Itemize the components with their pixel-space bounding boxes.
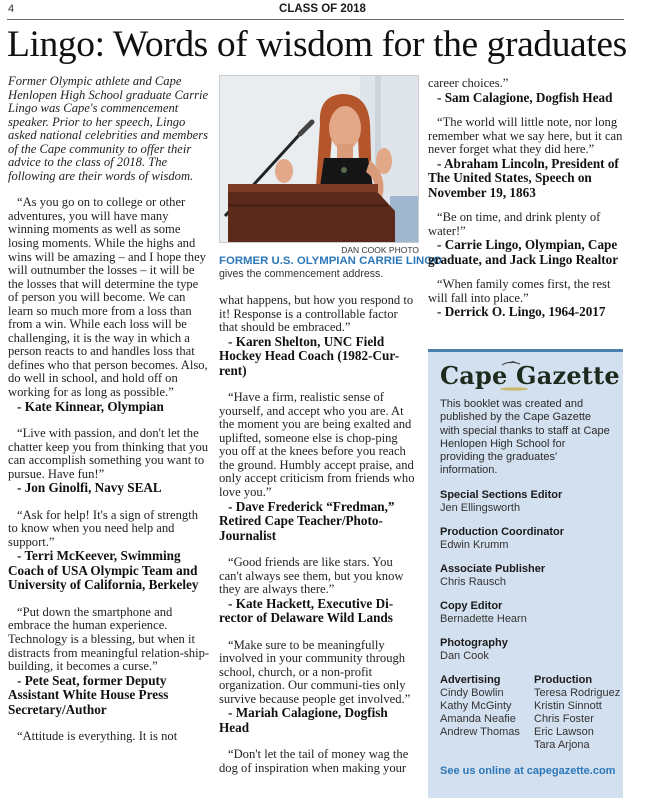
quote-text-continued: career choices.” xyxy=(428,76,509,90)
headline: Lingo: Words of wisdom for the graduates xyxy=(7,24,627,65)
role-title: Production Coordinator xyxy=(440,525,565,538)
cape-gazette-logo xyxy=(440,361,620,391)
section-title: CLASS OF 2018 xyxy=(279,3,366,15)
quote-text: “Make sure to be meaningfully involved in your community through school, church, or a non-profit organization. Our communi-ties only survive because people get involved.” xyxy=(219,637,411,706)
advertising-name: Amanda Neafie xyxy=(440,712,516,725)
staff-role xyxy=(440,526,612,552)
quote-text: “Good friends are like stars. You can't always see them, but you know they are always there.” xyxy=(219,555,404,597)
quote-text: “Don't let the tail of money wag the dog of inspiration when making your xyxy=(219,747,409,775)
quote-attribution: - Kate Kinnear, Olympian xyxy=(17,398,164,414)
role-title: Copy Editor xyxy=(440,599,503,612)
quote-attribution: - Abraham Lincoln, President of The United States, Speech on November 19, 1863 xyxy=(428,155,619,200)
quote-attribution: - Jon Ginolfi, Navy SEAL xyxy=(17,480,162,496)
quote-text: “Ask for help! It's a sign of strength to know when you need help and support.” xyxy=(8,507,198,549)
production-label: Production xyxy=(534,673,593,686)
production-name: Teresa Rodriguez xyxy=(534,686,621,699)
quote-attribution: - Terri McKeever, Swimming Coach of USA Olympic Team and University of California, Berkeley xyxy=(8,548,199,593)
quote-text: “As you go on to college or other adventures, you will have many winning moments as well as some losing moments. While the highs and wins will be amazing – and I hope they will outnumber the losses – it will be the losses that will determine the type of person you will become. We can learn so much more from a loss than from a win. While each loss will be challenging, it is the way in which a person reacts to and handles loss that defines who that person becomes. Also, do well in school, and hold off on working for as long as possible.” xyxy=(8,195,208,400)
advertising-name: Andrew Thomas xyxy=(440,725,520,738)
header-rule xyxy=(7,19,624,20)
photo-caption-head: FORMER U.S. OLYMPIAN CARRIE LINGO xyxy=(219,255,442,267)
column-1 xyxy=(8,75,210,744)
quote-attribution: - Dave Frederick “Fredman,” Retired Cape Teacher/Photo-Journalist xyxy=(219,498,395,543)
quote-attribution: - Pete Seat, former Deputy Assistant White House Press Secretary/Author xyxy=(8,672,169,717)
speaker-photo-image xyxy=(220,76,419,243)
speaker-photo xyxy=(219,75,419,243)
quote-attribution: - Derrick O. Lingo, 1964-2017 xyxy=(437,304,606,320)
quote-text: “Put down the smartphone and embrace the human experience. Technology is a blessing, but when it distracts from meaningful relation-ship-building, it becomes a curse.” xyxy=(8,604,210,674)
production-name: Kristin Sinnott xyxy=(534,699,602,712)
role-name: Bernadette Hearn xyxy=(440,612,527,625)
advertising-name: Cindy Bowlin xyxy=(440,686,504,699)
website-link[interactable]: See us online at capegazette.com xyxy=(440,764,616,777)
quote-attribution: - Mariah Calagione, Dogfish Head xyxy=(219,705,388,735)
role-title: Associate Publisher xyxy=(440,562,546,575)
staff-role xyxy=(440,600,612,626)
quote-attribution: - Carrie Lingo, Olympian, Cape graduate, and Jack Lingo Realtor xyxy=(428,237,619,267)
booklet-description: This booklet was created and published by the Cape Gazette with special thanks to staff at Cape Henlopen High School for providing the graduates' information. xyxy=(440,398,610,477)
staff-columns xyxy=(440,673,621,752)
production-name: Chris Foster xyxy=(534,712,594,725)
quote-text-continued: “Attitude is everything. It is not xyxy=(17,729,178,744)
intro-paragraph: Former Olympic athlete and Cape Henlopen High School graduate Carrie Lingo was Cape's commencement speaker. Prior to her speech, Lingo asked national celebrities and members of the Cape community to offer their advice to the class of 2018. The following are their words of wisdom. xyxy=(8,74,209,183)
advertising-name: Kathy McGinty xyxy=(440,699,512,712)
quote-text: “The world will little note, nor long remember what we say here, but it can never forget what they did here.” xyxy=(428,115,623,157)
role-name: Jen Ellingsworth xyxy=(440,501,521,514)
photo-credit: DAN COOK PHOTO xyxy=(341,245,419,255)
production-list xyxy=(534,673,621,752)
quote-text-continued: what happens, but how you respond to it! Response is a controllable factor that should be embraced.” xyxy=(219,293,414,335)
quote-text: “Live with passion, and don't let the chatter keep you from thinking that you can accomplish something you want to pursue. Have fun!” xyxy=(8,426,209,481)
quote-text: “Have a firm, realistic sense of yourself, and accept who you are. At the moment you are being exalted and uplifted, someone else is chop-ping you off at the knees before you reach the ground. Humbly accept praise, and only accept criticism from friends who love you.” xyxy=(219,390,415,499)
quote-attribution: - Sam Calagione, Dogfish Head xyxy=(437,89,613,105)
role-name: Edwin Krumm xyxy=(440,538,509,551)
role-name: Dan Cook xyxy=(440,649,489,662)
production-name: Eric Lawson xyxy=(534,725,594,738)
logo-text: Cape Gazette xyxy=(440,361,620,390)
role-name: Chris Rausch xyxy=(440,575,507,588)
production-name: Tara Arjona xyxy=(534,738,590,751)
advertising-list xyxy=(440,674,534,752)
role-title: Special Sections Editor xyxy=(440,488,563,501)
quote-text: “When family comes first, the rest will fall into place.” xyxy=(428,277,611,305)
staff-box xyxy=(428,349,623,798)
quote-text: “Be on time, and drink plenty of water!” xyxy=(428,210,601,238)
photo-caption-body: gives the commencement address. xyxy=(219,268,384,280)
page-number: 4 xyxy=(8,3,15,15)
quote-attribution: - Kate Hackett, Executive Di-rector of Delaware Wild Lands xyxy=(219,595,394,626)
column-3 xyxy=(428,77,624,320)
quote-attribution: - Karen Shelton, UNC Field Hockey Head Coach (1982-Cur-rent) xyxy=(219,333,400,378)
staff-role xyxy=(440,637,612,663)
staff-role xyxy=(440,563,612,589)
staff-role xyxy=(440,489,612,515)
advertising-label: Advertising xyxy=(440,673,501,686)
column-2 xyxy=(219,75,442,775)
role-title: Photography xyxy=(440,636,508,649)
